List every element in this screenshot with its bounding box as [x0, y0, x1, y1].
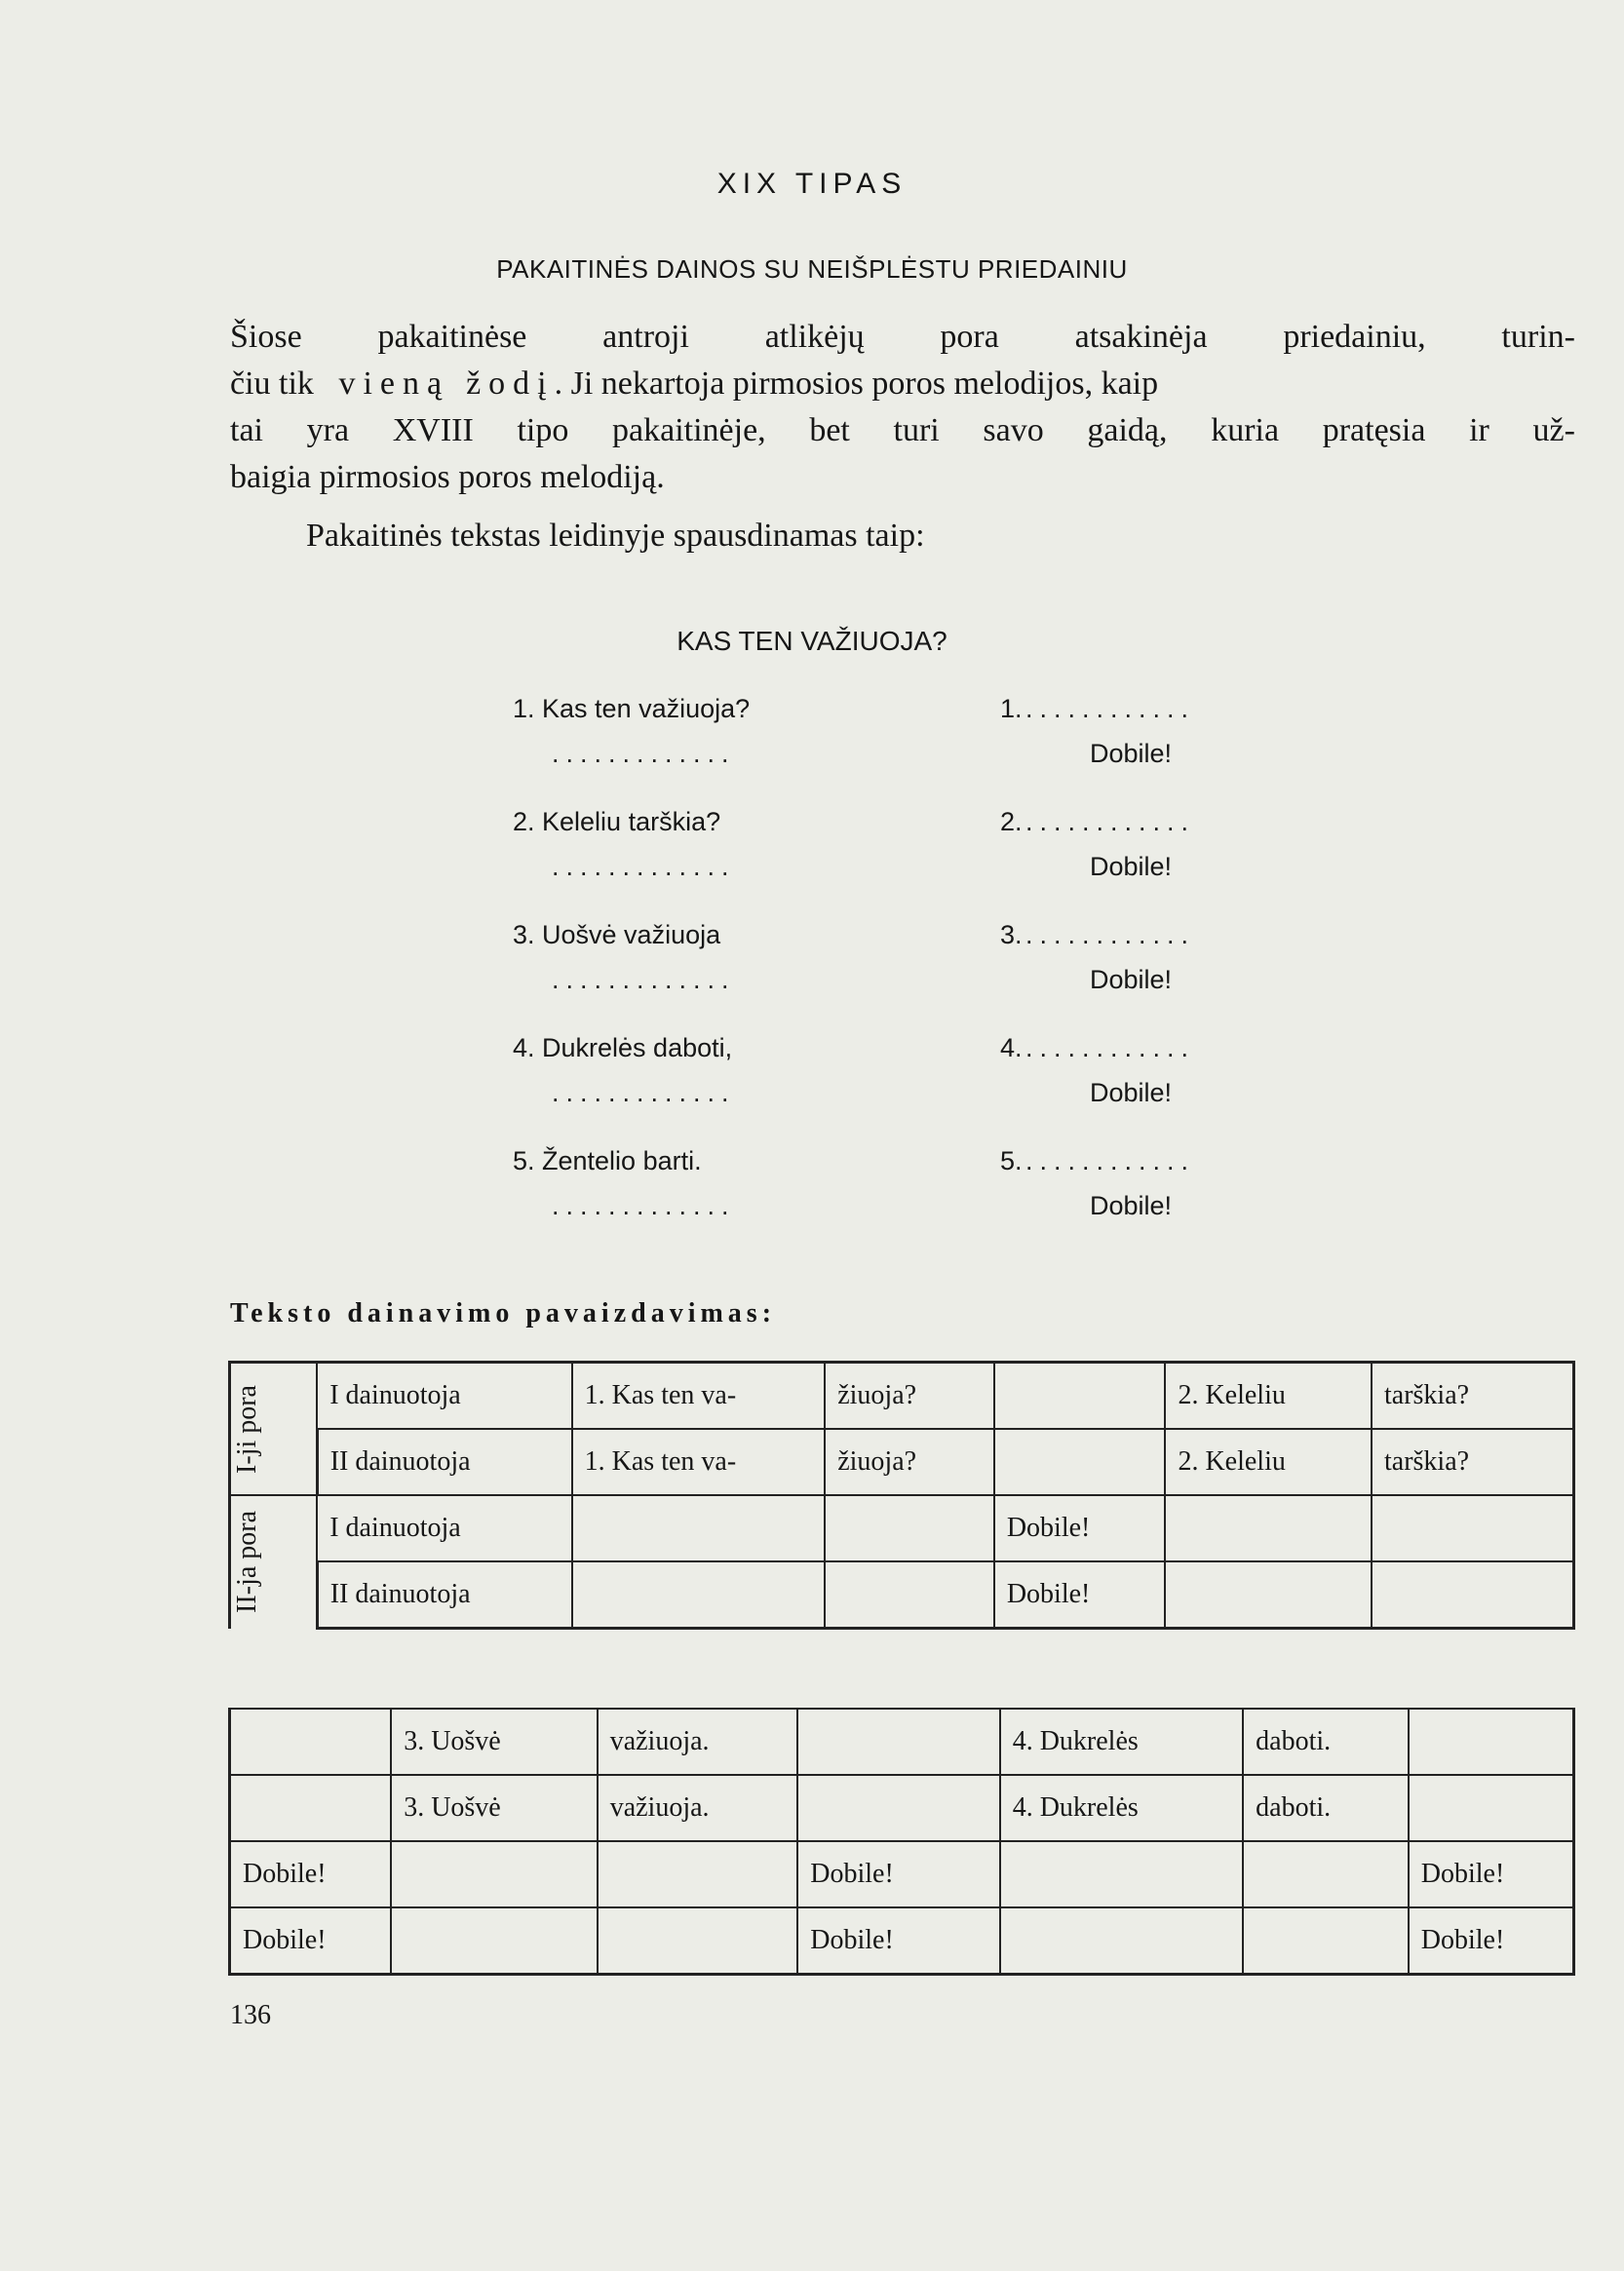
lyric-cell: Dobile! [1409, 1841, 1574, 1907]
verse-dots: ............ [1025, 807, 1196, 836]
lyric-cell: 4. Dukrelės [1000, 1775, 1243, 1841]
song-title: KAS TEN VAŽIUOJA? [677, 626, 947, 656]
lyric-cell: Dobile! [994, 1495, 1166, 1561]
verse-number: 2. [1000, 807, 1023, 836]
table-row [230, 1907, 1574, 1975]
lyric-cell [391, 1841, 598, 1907]
lyric-cell [994, 1363, 1166, 1430]
paragraph-text: . Ji nekartoja pirmosios poros melodijos, kaip [554, 366, 1159, 402]
verse-dots: ............. [552, 852, 736, 881]
paragraph-word: pakaitinėse [377, 319, 527, 355]
paragraph-word: atlikėjų [764, 319, 865, 355]
lyric-cell: Dobile! [797, 1841, 999, 1907]
lyric-cell [1243, 1907, 1409, 1975]
intro-paragraph [230, 314, 1575, 501]
table-row [230, 1429, 1574, 1495]
lyric-cell [797, 1775, 999, 1841]
table-row [230, 1561, 1574, 1629]
paragraph-word: pratęsia [1322, 412, 1426, 448]
lyric-cell: 1. Kas ten va- [572, 1429, 826, 1495]
paragraph-word: tai [230, 412, 263, 448]
verse-line: 5. Žentelio barti. [513, 1146, 702, 1175]
pair-label-cell [230, 1495, 318, 1629]
lyric-cell [230, 1775, 392, 1841]
performance-table-1 [228, 1361, 1575, 1630]
paragraph-word: savo [983, 412, 1044, 448]
lyric-cell [598, 1841, 798, 1907]
emphasis-word: vieną [338, 366, 450, 402]
lyric-cell [1243, 1841, 1409, 1907]
section-heading: XIX TIPAS [716, 168, 908, 200]
pair-label: II-ja pora [232, 1511, 262, 1614]
singer-label-cell: I dainuotoja [317, 1363, 571, 1430]
lyric-cell [1000, 1907, 1243, 1975]
lyric-cell [825, 1561, 994, 1629]
paragraph-line-1 [230, 314, 1575, 361]
verse-number: 1. [1000, 694, 1023, 723]
pair-label-cell [230, 1363, 318, 1496]
page-number: 136 [230, 2000, 271, 2030]
lyric-cell: 3. Uošvė [391, 1709, 598, 1775]
refrain-text: Dobile! [1090, 965, 1173, 994]
lyric-cell [1409, 1775, 1574, 1841]
lyric-cell: 2. Keleliu [1165, 1363, 1372, 1430]
verse-number: 4. [1000, 1033, 1023, 1062]
paragraph-word: priedainiu, [1283, 319, 1426, 355]
paragraph-word: turin- [1501, 319, 1575, 355]
intro-paragraph-2: Pakaitinės tekstas leidinyje spausdinamas taip: [306, 518, 925, 554]
paragraph-word: Šiose [230, 319, 302, 355]
singer-label-cell: II dainuotoja [317, 1429, 571, 1495]
lyric-cell: važiuoja. [598, 1775, 798, 1841]
refrain-text: Dobile! [1090, 1191, 1173, 1220]
paragraph-word: kuria [1211, 412, 1280, 448]
verse-line: 3. Uošvė važiuoja [513, 920, 721, 949]
table-row [230, 1775, 1574, 1841]
paragraph-text: čiu tik [230, 366, 314, 402]
lyric-cell: 4. Dukrelės [1000, 1709, 1243, 1775]
emphasis-word: žodį [466, 366, 555, 402]
table-row [230, 1363, 1574, 1430]
lyric-cell [598, 1907, 798, 1975]
table-caption: Teksto dainavimo pavaizdavimas: [230, 1298, 777, 1328]
verse-dots: ............. [552, 1078, 736, 1107]
paragraph-word: yra [306, 412, 350, 448]
lyric-cell [391, 1907, 598, 1975]
verse-dots: ............ [1025, 920, 1196, 949]
lyric-cell [825, 1495, 994, 1561]
paragraph-word: gaidą, [1087, 412, 1168, 448]
paragraph-word: pakaitinėje, [612, 412, 766, 448]
refrain-text: Dobile! [1090, 739, 1173, 768]
lyric-cell [1165, 1495, 1372, 1561]
lyric-cell: daboti. [1243, 1709, 1409, 1775]
verse-line: 1. Kas ten važiuoja? [513, 694, 751, 723]
paragraph-word: antroji [602, 319, 689, 355]
verse-line: 4. Dukrelės daboti, [513, 1033, 733, 1062]
verse-dots: ............ [1025, 694, 1196, 723]
verse-number: 3. [1000, 920, 1023, 949]
verse-dots: ............. [552, 1191, 736, 1220]
paragraph-word: bet [809, 412, 850, 448]
lyric-cell: tarškia? [1372, 1363, 1574, 1430]
paragraph-word: už- [1532, 412, 1575, 448]
paragraph-word: XVIII [392, 412, 474, 448]
performance-table-2 [228, 1708, 1575, 1976]
lyric-cell [572, 1495, 826, 1561]
lyric-cell: daboti. [1243, 1775, 1409, 1841]
lyric-cell: važiuoja. [598, 1709, 798, 1775]
verse-line: 2. Keleliu tarškia? [513, 807, 721, 836]
singer-label-cell: I dainuotoja [317, 1495, 571, 1561]
lyric-cell [572, 1561, 826, 1629]
lyric-cell [1409, 1709, 1574, 1775]
table-row [230, 1709, 1574, 1775]
pair-label: I-ji pora [232, 1384, 262, 1474]
lyric-cell: Dobile! [230, 1907, 392, 1975]
lyric-cell: Dobile! [230, 1841, 392, 1907]
verse-dots: ............. [552, 965, 736, 994]
paragraph-word: tipo [517, 412, 569, 448]
paragraph-line-2 [230, 361, 1575, 407]
lyric-cell: tarškia? [1372, 1429, 1574, 1495]
lyric-cell [1000, 1841, 1243, 1907]
lyric-cell: Dobile! [994, 1561, 1166, 1629]
paragraph-word: atsakinėja [1074, 319, 1208, 355]
verse-dots: ............ [1025, 1033, 1196, 1062]
paragraph-word: ir [1469, 412, 1489, 448]
refrain-text: Dobile! [1090, 852, 1173, 881]
lyric-cell [230, 1709, 392, 1775]
lyric-cell [1372, 1495, 1574, 1561]
lyric-cell: 3. Uošvė [391, 1775, 598, 1841]
paragraph-word: pora [940, 319, 999, 355]
lyric-cell: Dobile! [1409, 1907, 1574, 1975]
lyric-cell: žiuoja? [825, 1363, 994, 1430]
paragraph-line-4: baigia pirmosios poros melodiją. [230, 459, 665, 495]
table-row [230, 1841, 1574, 1907]
lyric-cell: 2. Keleliu [1165, 1429, 1372, 1495]
verse-dots: ............ [1025, 1146, 1196, 1175]
lyric-cell: žiuoja? [825, 1429, 994, 1495]
lyric-cell [797, 1709, 999, 1775]
singer-label-cell: II dainuotoja [317, 1561, 571, 1629]
lyric-cell: Dobile! [797, 1907, 999, 1975]
paragraph-word: turi [893, 412, 940, 448]
verse-number: 5. [1000, 1146, 1023, 1175]
table-row [230, 1495, 1574, 1561]
lyric-cell [1372, 1561, 1574, 1629]
lyric-cell: 1. Kas ten va- [572, 1363, 826, 1430]
refrain-text: Dobile! [1090, 1078, 1173, 1107]
lyric-cell [1165, 1561, 1372, 1629]
lyric-cell [994, 1429, 1166, 1495]
paragraph-line-3 [230, 407, 1575, 454]
section-subheading: PAKAITINĖS DAINOS SU NEIŠPLĖSTU PRIEDAINIU [496, 254, 1128, 284]
verse-dots: ............. [552, 739, 736, 768]
